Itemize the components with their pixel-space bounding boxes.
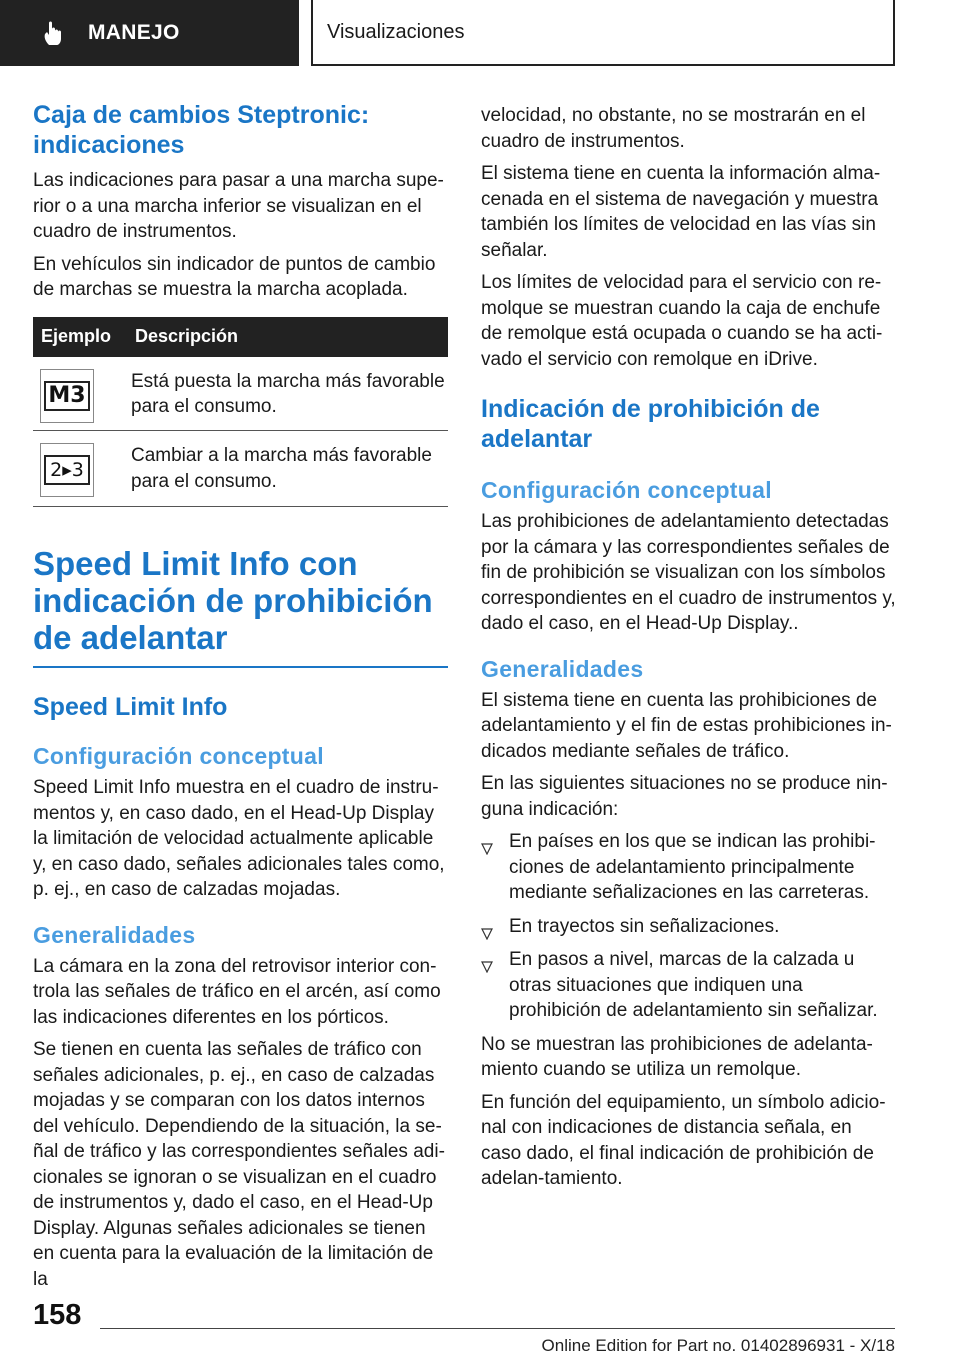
paragraph: velocidad, no obstante, no se mostrarán en el cuadro de instrumentos. [481, 105, 866, 152]
paragraph: Los límites de velocidad para el servicio con re-molque se muestran cuando la caja de enchufe de remolque está ocupada o cuando se ha acti-vado el servicio con remolque en iDrive. [481, 272, 883, 370]
paragraph: Las prohibiciones de adelantamiento detectadas por la cámara y las correspondientes señales de fin de prohibición se visualizan con los símbolos correspondientes en el cuadro de instrumentos y, dado el caso, en el Head-Up Display.. [481, 511, 896, 634]
paragraph: Las indicaciones para pasar a una marcha supe-rior o a una marcha inferior se visualizan en el cuadro de instrumentos. [33, 170, 444, 242]
list-item [481, 947, 896, 1024]
triangle-bullet-icon [481, 837, 493, 849]
paragraph: No se muestran las prohibiciones de adelanta-miento cuando se utiliza un remolque. [481, 1033, 873, 1080]
list-item [481, 829, 896, 906]
paragraph: El sistema tiene en cuenta las prohibiciones de adelantamiento y el fin de estas prohibiciones in-dicados mediante señales de tráfico. [481, 689, 892, 762]
paragraph: Se tienen en cuenta las señales de tráfico con señales adicionales, p. ej., en caso de calzadas mojadas y se comparan con los datos internos del vehículo. Dependiendo de la situación, la se-ñal de tráfico y las correspondientes señales adi-cionales se ignoran o se visualizan en el cuadro de instrumentos y, dado el caso, en el Head-Up Display. Algunas señales adicionales se tienen en cuenta para la evaluación de la limitación de la [33, 1039, 445, 1290]
table-cell-symbol [33, 357, 129, 431]
heading-config: Configuración conceptual [33, 743, 324, 769]
hand-icon [40, 18, 70, 48]
list-item-text: En pasos a nivel, marcas de la calzada u otras situaciones que indiquen una prohibición de adelantamiento sin señalizar. [509, 949, 878, 1021]
heading-steptronic: Caja de cambios Steptronic: indicaciones [33, 101, 370, 159]
heading-config: Configuración conceptual [481, 477, 772, 503]
triangle-bullet-icon [481, 922, 493, 934]
heading-rule [33, 666, 448, 668]
topic-title: Visualizaciones [327, 20, 465, 43]
gear-symbol-text: M3 [44, 381, 90, 411]
paragraph: En función del equipamiento, un símbolo adicio-nal con indicaciones de distancia señala, en caso dado, el final indicación de prohibición de adelan-tamiento. [481, 1091, 886, 1189]
gear-symbol-text: 2▸3 [44, 455, 90, 485]
paragraph: En las siguientes situaciones no se produce nin-guna indicación: [481, 773, 888, 820]
bullet-list [481, 829, 896, 1024]
table-row [33, 431, 448, 507]
paragraph: El sistema tiene en cuenta la información alma-cenada en el sistema de navegación y muestra también los límites de velocidad en las vías sin señalar. [481, 163, 881, 261]
topic-tab [311, 0, 895, 66]
table-cell-symbol [33, 431, 129, 507]
table-cell-description: Está puesta la marcha más favorable para el consumo. [129, 357, 448, 431]
list-item-text: En países en los que se indican las prohibi-ciones de adelantamiento principalmente mediante señalizaciones en las carreteras. [509, 831, 876, 903]
heading-general: Generalidades [33, 921, 196, 948]
left-column [33, 100, 448, 1299]
page-number: 158 [33, 1299, 82, 1331]
list-item-text: En trayectos sin señalizaciones. [509, 915, 780, 937]
heading-overtake: Indicación de prohibición de adelantar [481, 395, 820, 453]
footer-edition: Online Edition for Part no. 01402896931 - X/18 [541, 1336, 895, 1355]
table-header-row [33, 317, 448, 357]
table-header-example: Ejemplo [33, 317, 129, 357]
chapter-title: MANEJO [88, 21, 180, 44]
heading-sli: Speed Limit Info [33, 693, 228, 721]
table-header-description: Descripción [129, 317, 448, 357]
paragraph: La cámara en la zona del retrovisor interior con-trola las señales de tráfico en el arcén, así como las indicaciones diferentes en los pórticos. [33, 955, 441, 1028]
gear-shift-icon [40, 443, 94, 497]
paragraph: Speed Limit Info muestra en el cuadro de instru-mentos y, en caso dado, en el Head-Up Display la limitación de velocidad actualmente aplicable y, en caso dado, señales adicionales tales como, p. ej., en caso de calzadas mojadas. [33, 777, 445, 900]
gear-m3-icon [40, 369, 94, 423]
chapter-tab [0, 0, 299, 66]
right-column [481, 103, 896, 1199]
heading-general: Generalidades [481, 655, 644, 682]
heading-speed-limit-info: Speed Limit Info con indicación de prohibición de adelantar [33, 545, 433, 656]
gear-table [33, 317, 448, 508]
list-item [481, 914, 896, 940]
table-cell-description: Cambiar a la marcha más favorable para el consumo. [129, 431, 448, 507]
triangle-bullet-icon [481, 955, 493, 967]
table-row [33, 357, 448, 431]
paragraph: En vehículos sin indicador de puntos de cambio de marchas se muestra la marcha acoplada. [33, 253, 436, 300]
footer-rule [100, 1328, 895, 1329]
